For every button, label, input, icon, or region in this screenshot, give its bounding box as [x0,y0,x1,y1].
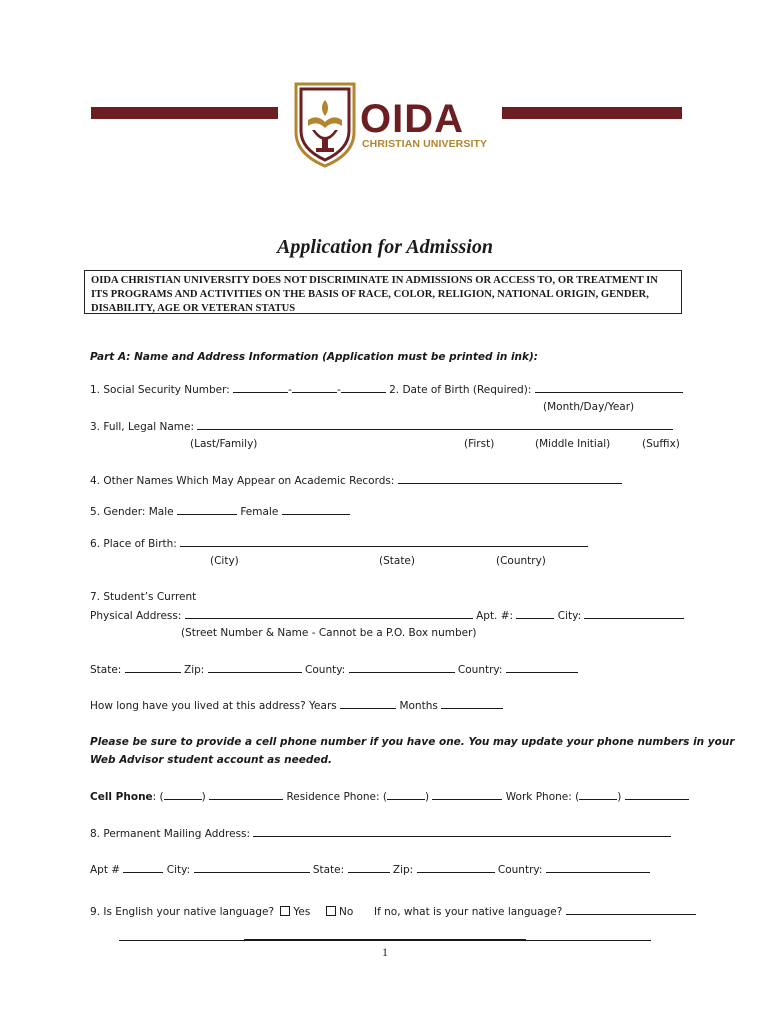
brand-subtitle: CHRISTIAN UNIVERSITY [362,138,488,150]
residence-number-field[interactable] [432,789,502,800]
suffix-hint: (Suffix) [642,438,680,450]
ssn-label: 1. Social Security Number: [90,384,230,396]
brand-name: OIDA [360,97,464,141]
q8-row [90,826,671,841]
mailing-address-label: 8. Permanent Mailing Address: [90,828,251,840]
gender-female-field[interactable] [282,504,350,515]
mailing-address-field[interactable] [253,826,671,837]
country-field[interactable] [506,662,578,673]
state-zip-row [90,662,578,677]
zip-label: Zip: [184,664,205,676]
last-name-hint: (Last/Family) [190,438,258,450]
gender-male-label: 5. Gender: Male [90,506,174,518]
q4-row [90,473,622,488]
mailing-state-field[interactable] [348,862,390,873]
gender-female-label: Female [240,506,279,518]
dob-hint: (Month/Day/Year) [543,401,635,413]
country-label: Country: [457,664,503,676]
q3-row [90,419,673,434]
zip-field[interactable] [208,662,302,673]
county-field[interactable] [349,662,455,673]
phone-note-line2: Web Advisor student account as needed. [90,754,333,766]
cell-area-field[interactable] [164,789,202,800]
county-label: County: [305,664,346,676]
other-names-field[interactable] [398,473,622,484]
physical-address-label: Physical Address: [90,610,182,622]
mailing-city-label: City: [166,864,191,876]
legal-name-label: 3. Full, Legal Name: [90,421,194,433]
city-field[interactable] [584,608,684,619]
university-crest-icon [292,80,358,168]
apt-field[interactable] [516,608,554,619]
residence-area-field[interactable] [387,789,425,800]
residence-phone-label: Residence Phone: ( [286,791,387,803]
ssn-part3-field[interactable] [341,382,386,393]
work-phone-label: Work Phone: ( [505,791,580,803]
page-number: 1 [382,945,388,959]
other-names-label: 4. Other Names Which May Appear on Academic Records: [90,475,395,487]
gender-male-field[interactable] [177,504,237,515]
yes-checkbox[interactable] [280,906,290,916]
duration-months-label: Months [399,700,438,712]
work-area-field[interactable] [579,789,617,800]
apt-label: Apt. #: [476,610,514,622]
city-label: City: [557,610,582,622]
mailing-state-label: State: [312,864,345,876]
residence-duration-row [90,698,503,713]
current-address-heading: 7. Student’s Current [90,591,197,603]
duration-years-field[interactable] [340,698,396,709]
first-name-hint: (First) [464,438,495,450]
birthplace-city-hint: (City) [210,555,239,567]
mailing-country-label: Country: [497,864,543,876]
physical-address-row [90,608,684,623]
phone-note-line1: Please be sure to provide a cell phone number if you have one. You may update your phone numbers in your [90,736,735,748]
native-language-label: 9. Is English your native language? [90,906,275,918]
ssn-part1-field[interactable] [233,382,288,393]
yes-label: Yes [293,906,311,918]
header-bar-right [502,107,682,119]
mailing-zip-field[interactable] [417,862,495,873]
phone-row: Cell Phone: ( ) Residence Phone: ( ) Work Phone: ( ) [90,789,689,804]
other-language-label: If no, what is your native language? [374,906,563,918]
dob-field[interactable] [535,382,683,393]
state-field[interactable] [125,662,181,673]
q9-row [90,904,696,919]
duration-months-field[interactable] [441,698,503,709]
q6-row [90,536,588,551]
physical-address-field[interactable] [185,608,473,619]
dob-label: 2. Date of Birth (Required): [389,384,532,396]
mailing-apt-label: Apt # [90,864,121,876]
page-title: Application for Admission [277,236,493,258]
cell-phone-label: Cell Phone [90,791,153,803]
cell-number-field[interactable] [209,789,283,800]
q5-row [90,504,350,519]
legal-name-field[interactable] [197,419,673,430]
duration-years-label: How long have you lived at this address? Years [90,700,337,712]
mailing-apt-field[interactable] [123,862,163,873]
no-checkbox[interactable] [326,906,336,916]
mailing-country-field[interactable] [546,862,650,873]
birthplace-field[interactable] [180,536,588,547]
mailing-detail-row [90,862,650,877]
no-label: No [339,906,354,918]
work-number-field[interactable] [625,789,689,800]
birthplace-label: 6. Place of Birth: [90,538,177,550]
birthplace-country-hint: (Country) [496,555,546,567]
footer-rule-accent [244,939,526,941]
middle-initial-hint: (Middle Initial) [535,438,611,450]
part-a-heading: Part A: Name and Address Information (Application must be printed in ink): [90,351,539,363]
mailing-zip-label: Zip: [392,864,414,876]
other-language-field[interactable] [566,904,696,915]
mailing-city-field[interactable] [194,862,310,873]
ssn-part2-field[interactable] [292,382,337,393]
non-discrimination-notice: OIDA CHRISTIAN UNIVERSITY DOES NOT DISCRIMINATE IN ADMISSIONS OR ACCESS TO, OR TREATMENT IN ITS PROGRAMS AND ACTIVITIES ON THE BASIS OF RACE, COLOR, RELIGION, NATIONAL ORIGIN, GENDER, DISABILITY, AGE OR VETERAN STATUS [84,270,682,314]
state-label: State: [90,664,122,676]
header-bar-left [91,107,278,119]
street-address-hint: (Street Number & Name - Cannot be a P.O. Box number) [181,627,477,639]
birthplace-state-hint: (State) [379,555,415,567]
q1-row: 1. Social Security Number: - - 2. Date of Birth (Required): [90,382,683,397]
